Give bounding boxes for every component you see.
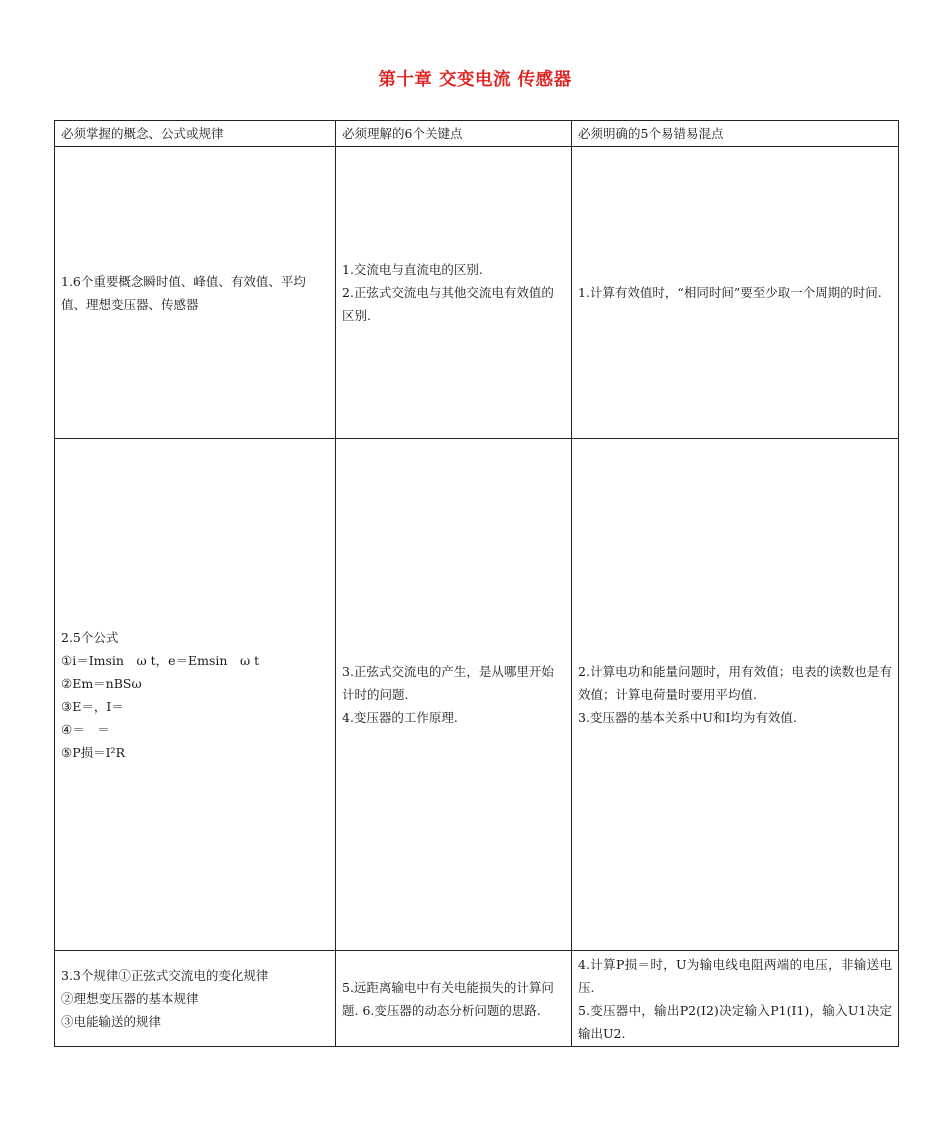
cell-line: 4.计算P损＝时，U为输电线电阻两端的电压，非输送电压. xyxy=(578,956,892,995)
table-header-row xyxy=(55,121,899,147)
pitfalls-cell xyxy=(572,439,899,951)
cell-line: 3.3个规律①正弦式交流电的变化规律 xyxy=(61,968,269,983)
cell-line: 2.正弦式交流电与其他交流电有效值的区别. xyxy=(342,285,554,323)
formula-line: ④＝ ＝ xyxy=(61,721,110,737)
table-row xyxy=(55,147,899,439)
cell-line: 5.远距离输电中有关电能损失的计算问题. 6.变压器的动态分析问题的思路. xyxy=(342,979,554,1018)
formulas-cell xyxy=(55,439,336,951)
header-pitfalls: 必须明确的5个易错易混点 xyxy=(572,121,899,147)
cell-line: 1.6个重要概念瞬时值、峰值、有效值、平均值、理想变压器、传感器 xyxy=(61,273,306,312)
formula-line: ①i＝Imsin ω t，e＝Emsin ω t xyxy=(61,652,260,668)
key-points-cell xyxy=(336,951,572,1047)
formula-line: ②Em＝nBSω xyxy=(61,675,142,691)
formula-line: ③E＝，I＝ xyxy=(61,698,124,714)
cell-line: 5.变压器中，输出P2(I2)决定输入P1(I1)，输入U1决定输出U2. xyxy=(578,1002,892,1041)
rules-cell xyxy=(55,951,336,1047)
formula-line: ⑤P损＝I²R xyxy=(61,744,125,760)
key-points-cell xyxy=(336,147,572,439)
cell-line: 2.5个公式 xyxy=(61,629,119,645)
page-title: 第十章 交变电流 传感器 xyxy=(378,70,572,90)
cell-line: 4.变压器的工作原理. xyxy=(342,710,458,725)
cell-line: 3.正弦式交流电的产生，是从哪里开始计时的问题. xyxy=(342,664,554,702)
cell-line: 1.计算有效值时，“相同时间”要至少取一个周期的时间. xyxy=(578,285,882,300)
cell-line: ②理想变压器的基本规律 xyxy=(61,991,199,1006)
pitfalls-cell xyxy=(572,147,899,439)
cell-line: 1.交流电与直流电的区别. xyxy=(342,262,483,277)
header-key-points: 必须理解的6个关键点 xyxy=(336,121,572,147)
header-concepts: 必须掌握的概念、公式或规律 xyxy=(55,121,336,147)
summary-table xyxy=(54,120,899,1047)
cell-line: ③电能输送的规律 xyxy=(61,1014,162,1029)
pitfalls-cell xyxy=(572,951,899,1047)
table-row xyxy=(55,951,899,1047)
concepts-cell xyxy=(55,147,336,439)
table-row xyxy=(55,439,899,951)
cell-line: 2.计算电功和能量问题时，用有效值；电表的读数也是有效值；计算电荷量时要用平均值. xyxy=(578,664,892,702)
cell-line: 3.变压器的基本关系中U和I均为有效值. xyxy=(578,710,797,725)
key-points-cell xyxy=(336,439,572,951)
